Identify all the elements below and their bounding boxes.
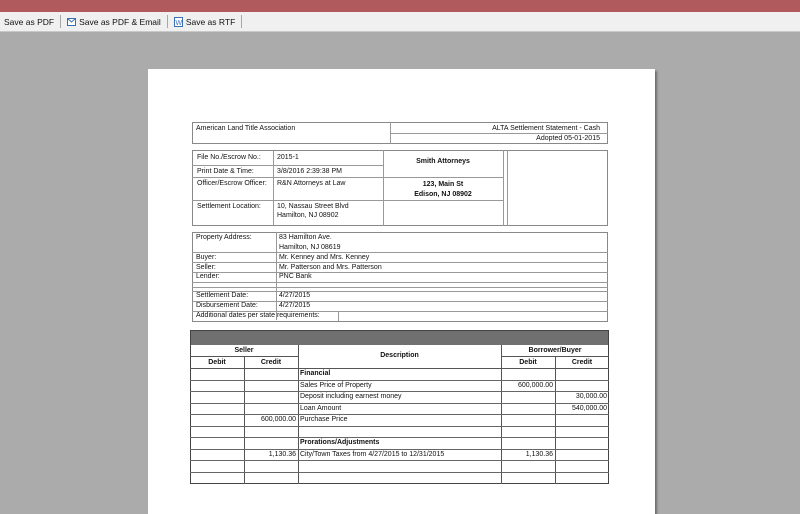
borrower-column-header: Borrower/Buyer xyxy=(528,347,582,354)
table-row-divider xyxy=(190,403,609,404)
table-row-divider xyxy=(190,460,609,461)
email-pdf-icon xyxy=(67,17,76,27)
settlement-date-value: 4/27/2015 xyxy=(279,292,311,299)
seller-credit-header: Credit xyxy=(260,359,282,366)
description-column-header: Description xyxy=(380,352,419,359)
divider xyxy=(192,282,608,283)
toolbar-separator xyxy=(167,15,168,28)
table-row-divider xyxy=(501,356,609,357)
table-row-description: Loan Amount xyxy=(300,405,342,412)
buyer-debit-header: Debit xyxy=(519,359,537,366)
table-row-description: Deposit including earnest money xyxy=(300,393,402,400)
seller-value: Mr. Patterson and Mrs. Patterson xyxy=(279,264,382,271)
divider xyxy=(503,150,504,226)
lender-label: Lender: xyxy=(196,273,220,280)
table-row-description: Financial xyxy=(300,370,331,377)
rtf-document-icon xyxy=(174,17,183,27)
divider xyxy=(338,311,339,321)
settlement-date-label: Settlement Date: xyxy=(196,292,249,299)
file-no-label: File No./Escrow No.: xyxy=(197,154,261,161)
file-no-value: 2015-1 xyxy=(277,154,299,161)
divider xyxy=(273,150,274,226)
print-date-value: 3/8/2016 2:39:38 PM xyxy=(277,168,342,175)
toolbar-separator xyxy=(241,15,242,28)
table-row-divider xyxy=(190,356,298,357)
company-street: 123, Main St xyxy=(422,181,464,188)
toolbar-separator xyxy=(60,15,61,28)
property-address-line1: 83 Hamilton Ave. xyxy=(279,234,332,241)
table-row-description: Prorations/Adjustments xyxy=(300,439,380,446)
buyer-label: Buyer: xyxy=(196,254,217,261)
adopted-date: Adopted 05-01-2015 xyxy=(536,135,600,142)
association-name: American Land Title Association xyxy=(196,125,296,132)
window-titlebar xyxy=(0,0,800,12)
toolbar xyxy=(0,12,800,32)
table-row-buyer-debit: 600,000.00 xyxy=(517,382,553,389)
additional-dates-label: Additional dates per state requirements: xyxy=(196,312,320,319)
table-column-divider xyxy=(244,356,245,484)
divider xyxy=(192,165,383,166)
seller-label: Seller: xyxy=(196,264,216,271)
table-row-divider xyxy=(190,391,609,392)
table-row-description: City/Town Taxes from 4/27/2015 to 12/31/2015 xyxy=(300,451,445,458)
disbursement-date-value: 4/27/2015 xyxy=(279,302,311,309)
buyer-value: Mr. Kenney and Mrs. Kenney xyxy=(279,254,370,261)
divider xyxy=(192,200,503,201)
table-row-divider xyxy=(190,426,609,427)
svg-text:W: W xyxy=(175,19,182,27)
settlement-statement-page xyxy=(148,69,655,514)
table-row-divider xyxy=(190,437,609,438)
company-name: Smith Attorneys xyxy=(416,158,470,165)
print-date-label: Print Date & Time: xyxy=(197,168,254,175)
table-row-buyer-debit: 1,130.36 xyxy=(525,451,553,458)
divider xyxy=(192,291,608,292)
save-as-pdf-email-label: Save as PDF & Email xyxy=(79,16,161,27)
table-column-divider xyxy=(555,356,556,484)
divider xyxy=(192,287,608,288)
table-row-divider xyxy=(190,380,609,381)
table-row-buyer-credit: 540,000.00 xyxy=(571,405,607,412)
divider xyxy=(192,272,608,273)
divider xyxy=(507,150,508,226)
property-address-line2: Hamilton, NJ 08619 xyxy=(279,244,341,251)
save-as-pdf-email-button[interactable] xyxy=(63,13,165,30)
table-row-divider xyxy=(190,414,609,415)
table-row-seller-credit: 1,130.36 xyxy=(268,451,296,458)
save-as-rtf-button[interactable] xyxy=(170,13,239,30)
divider xyxy=(192,252,608,253)
document-viewer[interactable] xyxy=(0,32,800,482)
divider xyxy=(192,177,503,178)
settlement-location-line1: 10, Nassau Street Blvd xyxy=(277,203,349,210)
table-row-divider xyxy=(190,449,609,450)
divider xyxy=(276,232,277,320)
officer-value: R&N Attorneys at Law xyxy=(277,180,346,187)
settlement-location-line2: Hamilton, NJ 08902 xyxy=(277,212,339,219)
table-row-buyer-credit: 30,000.00 xyxy=(575,393,607,400)
seller-debit-header: Debit xyxy=(208,359,226,366)
statement-title: ALTA Settlement Statement - Cash xyxy=(492,125,600,132)
seller-column-header: Seller xyxy=(234,347,254,354)
table-row-description: Sales Price of Property xyxy=(300,382,372,389)
table-row-divider xyxy=(190,368,609,369)
property-address-label: Property Address: xyxy=(196,234,252,241)
save-as-rtf-label: Save as RTF xyxy=(185,16,236,27)
table-row-seller-credit: 600,000.00 xyxy=(260,416,296,423)
save-as-pdf-button[interactable] xyxy=(0,13,58,30)
table-row-divider xyxy=(190,472,609,473)
divider xyxy=(390,133,608,134)
settlement-location-label: Settlement Location: xyxy=(197,203,261,210)
lender-value: PNC Bank xyxy=(279,273,312,280)
save-as-pdf-label: Save as PDF xyxy=(4,16,55,27)
table-row-description: Purchase Price xyxy=(300,416,348,423)
disbursement-date-label: Disbursement Date: xyxy=(196,302,258,309)
divider xyxy=(192,262,608,263)
officer-label: Officer/Escrow Officer: xyxy=(197,180,267,187)
company-city: Edison, NJ 08902 xyxy=(414,191,472,198)
buyer-credit-header: Credit xyxy=(571,359,593,366)
